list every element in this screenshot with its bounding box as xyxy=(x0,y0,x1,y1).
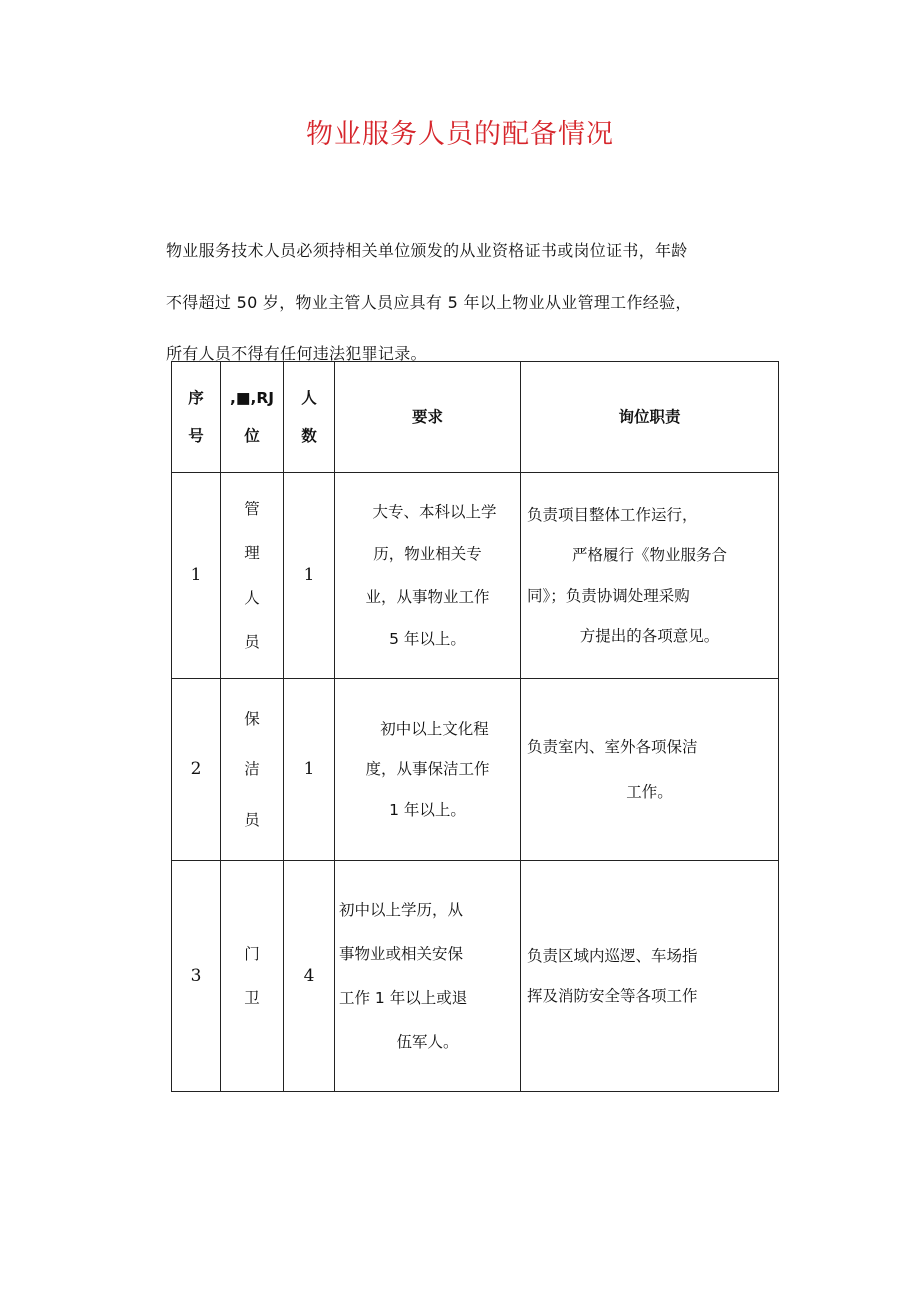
row-count: 1 xyxy=(284,473,335,679)
row-count: 4 xyxy=(284,861,335,1092)
intro-line-2: 不得超过 50 岁，物业主管人员应具有 5 年以上物业从业管理工作经验， xyxy=(166,293,692,312)
staff-table xyxy=(171,361,779,1092)
row-position: 保 洁 员 xyxy=(221,679,284,861)
table-row xyxy=(172,473,779,679)
header-seq: 序 号 xyxy=(172,362,221,473)
row-duty: 负责区域内巡逻、车场指 挥及消防安全等各项工作 xyxy=(521,861,779,1092)
row-seq: 3 xyxy=(172,861,221,1092)
row-seq: 2 xyxy=(172,679,221,861)
row-position: 门 卫 xyxy=(221,861,284,1092)
table-row xyxy=(172,679,779,861)
row-requirement: 初中以上文化程 度，从事保洁工作 1 年以上。 xyxy=(335,679,521,861)
header-requirement: 要求 xyxy=(335,362,521,473)
row-duty: 负责项目整体工作运行， 严格履行《物业服务合 同》；负责协调处理采购 方提出的各项意见。 xyxy=(521,473,779,679)
header-count: 人 数 xyxy=(284,362,335,473)
intro-line-1: 物业服务技术人员必须持相关单位颁发的从业资格证书或岗位证书，年龄 xyxy=(166,241,688,260)
row-count: 1 xyxy=(284,679,335,861)
row-requirement: 大专、本科以上学 历，物业相关专 业，从事物业工作 5 年以上。 xyxy=(335,473,521,679)
row-position: 管 理 人 员 xyxy=(221,473,284,679)
document-title: 物业服务人员的配备情况 xyxy=(306,119,614,150)
table-header-row xyxy=(172,362,779,473)
intro-line-3: 所有人员不得有任何违法犯罪记录。 xyxy=(166,344,427,363)
header-position: ,■,RJ 位 xyxy=(221,362,284,473)
row-requirement: 初中以上学历，从 事物业或相关安保 工作 1 年以上或退 伍军人。 xyxy=(335,861,521,1092)
header-duty: 询位职责 xyxy=(521,362,779,473)
table-row xyxy=(172,861,779,1092)
row-duty: 负责室内、室外各项保洁 工作。 xyxy=(521,679,779,861)
row-seq: 1 xyxy=(172,473,221,679)
